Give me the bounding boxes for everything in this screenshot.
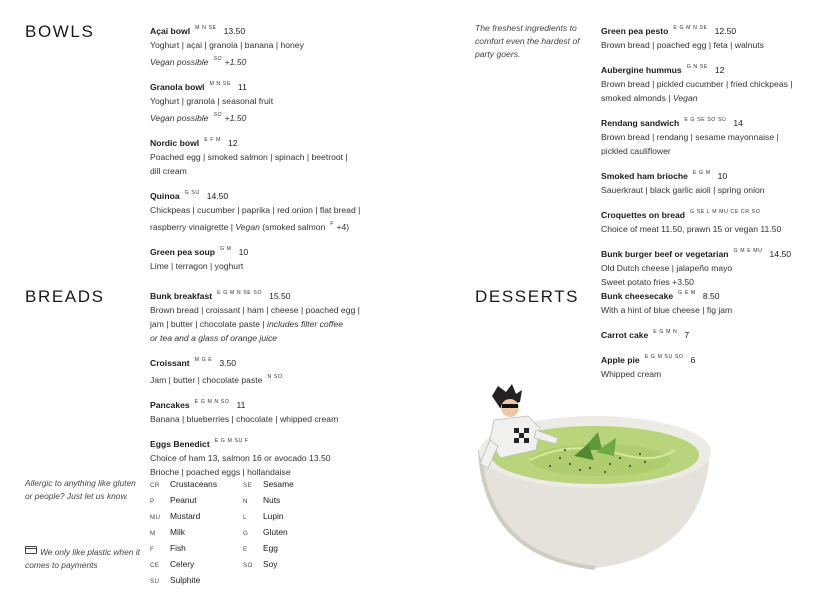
vegan-label: Vegan	[672, 93, 698, 103]
allergen-codes: E G M SU SO	[644, 354, 684, 360]
item-description: Lime | terragon | yoghurt	[150, 261, 244, 271]
legend-row	[150, 557, 217, 573]
item-price: 8.50	[702, 291, 720, 301]
legend-label: Lupin	[263, 511, 284, 521]
menu-item	[150, 287, 375, 345]
allergen-codes: M G E	[194, 357, 213, 363]
item-price: 10	[717, 171, 728, 181]
item-description: dill cream	[150, 166, 187, 176]
item-description: With a hint of blue cheese | fig jam	[601, 305, 733, 315]
item-description: Brown bread | croissant | ham | cheese | poached egg |	[150, 305, 360, 315]
item-name: Carrot cake	[601, 330, 649, 340]
legend-row	[150, 477, 217, 493]
allergen-codes: SO	[213, 112, 223, 118]
legend-row	[150, 525, 217, 541]
menu-item	[150, 134, 375, 178]
legend-label: Sesame	[263, 479, 294, 489]
bowls-list	[150, 22, 375, 282]
item-name: Rendang sandwich	[601, 118, 680, 128]
item-price: 11	[236, 400, 246, 410]
legend-label: Milk	[170, 527, 185, 537]
legend-row	[243, 557, 294, 573]
allergen-codes: E G M N SO	[194, 399, 230, 405]
item-name: Granola bowl	[150, 82, 205, 92]
item-description: pickled cauliflower	[601, 146, 671, 156]
item-description: Poached egg | smoked salmon | spinach | beetroot |	[150, 152, 348, 162]
legend-row	[243, 477, 294, 493]
allergy-note: Allergic to anything like gluten or people? Just let us know.	[25, 478, 136, 501]
legend-row	[243, 509, 294, 525]
menu-item	[150, 435, 375, 479]
legend-label: Egg	[263, 543, 278, 553]
legend-code: E	[243, 546, 248, 553]
breads-list	[150, 287, 375, 488]
item-description: Brioche | poached eggs | hollandaise	[150, 467, 291, 477]
item-name: Nordic bowl	[150, 138, 200, 148]
legend-code: CE	[150, 562, 160, 569]
allergen-codes: G N SE	[686, 64, 708, 70]
item-name: Smoked ham brioche	[601, 171, 688, 181]
allergen-legend-left	[150, 477, 217, 589]
item-description: Brown bread | poached egg | feta | walnuts	[601, 40, 764, 50]
item-price: 13.50	[223, 26, 246, 36]
item-description: Yoghurt | açai | granola | banana | honey	[150, 40, 304, 50]
allergen-codes: E G SE SO SU	[684, 117, 727, 123]
item-description: (smoked salmon	[262, 222, 326, 232]
item-price: 11	[237, 82, 247, 92]
menu-item	[601, 287, 821, 317]
legend-label: Fish	[170, 543, 186, 553]
item-price: 10	[238, 247, 249, 257]
legend-code: MU	[150, 514, 161, 521]
item-name: Croquettes on bread	[601, 210, 686, 220]
legend-label: Soy	[263, 559, 278, 569]
legend-code: N	[243, 498, 248, 505]
item-note: includes filter coffee	[267, 319, 343, 329]
allergen-codes: E G M N	[653, 329, 678, 335]
section-title-breads: BREADS	[25, 287, 105, 306]
legend-code: SE	[243, 482, 253, 489]
item-price: 14	[733, 118, 743, 128]
legend-label: Celery	[170, 559, 195, 569]
item-description: Whipped cream	[601, 369, 662, 379]
item-name: Aubergine hummus	[601, 65, 682, 75]
allergen-codes: G M	[219, 246, 232, 252]
menu-item	[601, 326, 821, 342]
item-name: Pancakes	[150, 400, 190, 410]
item-price: 14.50	[769, 249, 792, 259]
menu-item	[150, 22, 375, 69]
legend-label: Gluten	[263, 527, 288, 537]
allergen-codes: G E M	[678, 290, 696, 296]
allergen-codes: M N SE	[209, 81, 231, 87]
item-price: 7	[684, 330, 690, 340]
item-description: smoked almonds |	[601, 93, 671, 103]
item-description: Sweet potato fries +3.50	[601, 277, 694, 287]
item-price: 3.50	[219, 358, 237, 368]
item-name: Bunk burger beef or vegetarian	[601, 249, 729, 259]
item-name: Bunk cheesecake	[601, 291, 674, 301]
vegan-surcharge: +1.50	[224, 57, 247, 67]
menu-item	[150, 354, 375, 387]
menu-item	[601, 206, 831, 236]
legend-label: Nuts	[263, 495, 281, 505]
item-price: 12	[228, 138, 238, 148]
desserts-list	[601, 287, 821, 390]
allergen-codes: E G M N SE SO	[217, 290, 263, 296]
legend-code: SU	[150, 578, 160, 585]
legend-row	[243, 525, 294, 541]
allergen-codes: E F M	[204, 137, 222, 143]
legend-row	[150, 573, 217, 589]
item-name: Eggs Benedict	[150, 439, 210, 449]
legend-row	[243, 541, 294, 557]
item-description: Sauerkraut | black garlic aioli | spring onion	[601, 185, 765, 195]
item-price: 12.50	[714, 26, 737, 36]
legend-code: SO	[243, 562, 253, 569]
menu-item	[601, 22, 831, 52]
allergen-legend-right	[243, 477, 294, 573]
menu-item	[150, 396, 375, 426]
item-name: Green pea soup	[150, 247, 215, 257]
allergen-codes: E G M SU F	[214, 438, 249, 444]
item-description: Choice of ham 13, salmon 16 or avocado 13.50	[150, 453, 331, 463]
menu-item	[150, 187, 375, 234]
allergen-codes: G SU	[184, 190, 200, 196]
menu-item	[601, 245, 831, 289]
allergen-codes: SO	[213, 56, 223, 62]
payment-note	[25, 546, 145, 572]
item-description: Choice of meat 11.50, prawn 15 or vegan 11.50	[601, 224, 782, 234]
section-title-bowls: BOWLS	[25, 22, 95, 41]
menu-item	[150, 78, 375, 125]
menu-item	[601, 114, 831, 158]
allergen-codes: E G M N SE	[673, 25, 708, 31]
allergen-codes: E G M	[692, 170, 711, 176]
item-name: Croissant	[150, 358, 190, 368]
legend-label: Sulphite	[170, 575, 201, 585]
legend-code: L	[243, 514, 247, 521]
credit-card-icon	[25, 546, 37, 554]
item-name: Açai bowl	[150, 26, 191, 36]
menu-item	[601, 167, 831, 197]
allergen-codes: M N SE	[195, 25, 217, 31]
item-name: Quinoa	[150, 191, 180, 201]
legend-row	[243, 493, 294, 509]
legend-code: F	[150, 546, 155, 553]
item-description: Old Dutch cheese | jalapeño mayo	[601, 263, 733, 273]
legend-label: Mustard	[170, 511, 201, 521]
item-name: Green pea pesto	[601, 26, 669, 36]
item-description: raspberry vinaigrette |	[150, 222, 233, 232]
bather-sunglasses	[502, 404, 518, 408]
item-price: 15.50	[269, 291, 291, 301]
legend-code: G	[243, 530, 249, 537]
item-description: Chickpeas | cucumber | paprika | red onion | flat bread |	[150, 205, 361, 215]
payment-note-text: We only like plastic when it comes to payments	[25, 547, 140, 570]
allergen-codes: F	[330, 221, 335, 227]
legend-code: CR	[150, 482, 160, 489]
item-description: Banana | blueberries | chocolate | whipped cream	[150, 414, 339, 424]
tagline: The freshest ingredients to comfort even the hardest of party goers.	[475, 23, 580, 59]
legend-code: P	[150, 498, 155, 505]
legend-label: Crustaceans	[170, 479, 218, 489]
vegan-note: Vegan possible	[150, 57, 209, 67]
legend-code: M	[150, 530, 156, 537]
legend-row	[150, 493, 217, 509]
item-price: 12	[714, 65, 725, 75]
menu-item	[601, 61, 831, 105]
section-title-desserts: DESSERTS	[475, 287, 580, 306]
item-name: Apple pie	[601, 355, 640, 365]
item-description: jam | butter | chocolate paste |	[150, 319, 265, 329]
item-price: 14.50	[206, 191, 229, 201]
item-description: +4)	[336, 222, 350, 232]
legend-label: Peanut	[170, 495, 197, 505]
vegan-label: Vegan	[235, 222, 260, 232]
item-price: 6	[690, 355, 696, 365]
vegan-note: Vegan possible	[150, 113, 209, 123]
vegan-surcharge: +1.50	[224, 113, 247, 123]
item-name: Bunk breakfast	[150, 291, 213, 301]
allergen-codes: G M E MU	[733, 248, 763, 254]
allergen-codes: N SO	[267, 374, 283, 380]
item-description: Brown bread | pickled cucumber | fried chickpeas |	[601, 79, 793, 89]
item-note: or tea and a glass of orange juice	[150, 333, 278, 343]
item-description: Yoghurt | granola | seasonal fruit	[150, 96, 274, 106]
item-description: Jam | butter | chocolate paste	[150, 375, 263, 385]
soup-bowl-illustration	[470, 380, 720, 580]
menu-item	[601, 351, 821, 381]
allergen-codes: G SE L M MU CE CR SO	[690, 209, 761, 215]
legend-row	[150, 509, 217, 525]
menu-item	[150, 243, 375, 273]
sandwiches-list	[601, 22, 831, 298]
legend-row	[150, 541, 217, 557]
item-description: Brown bread | rendang | sesame mayonnaise |	[601, 132, 779, 142]
